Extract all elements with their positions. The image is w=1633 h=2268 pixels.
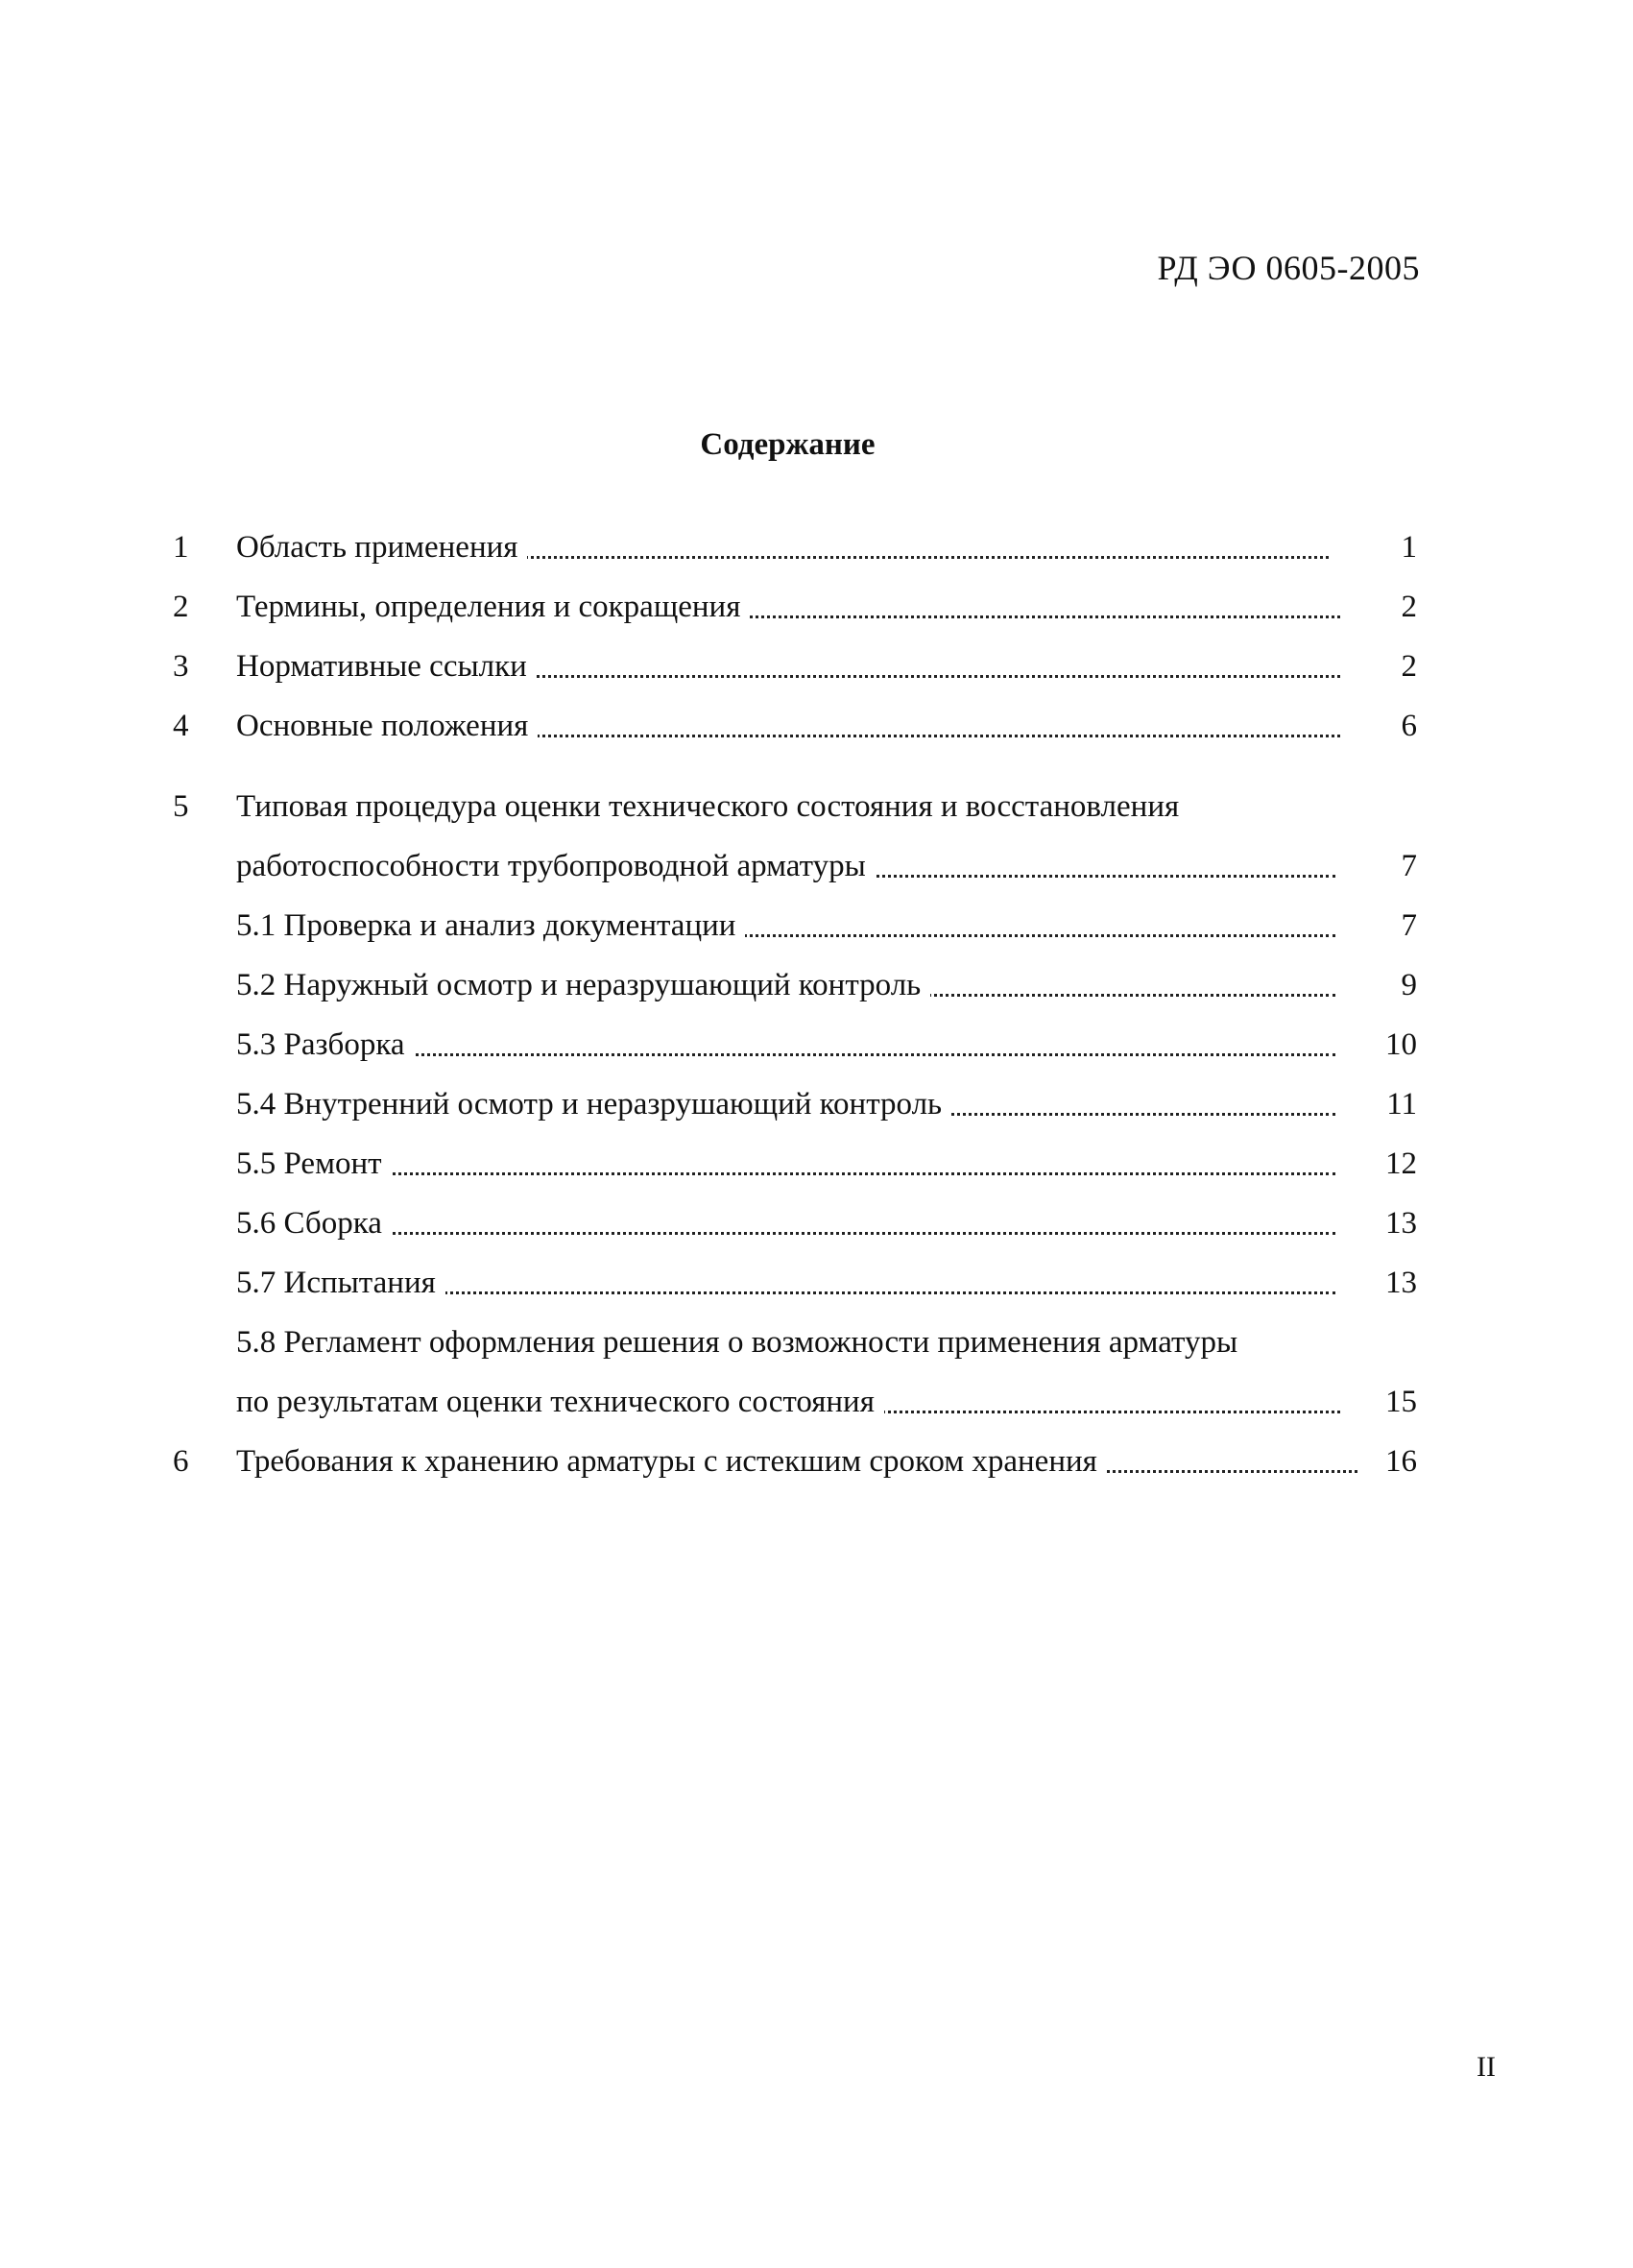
toc-subitem[interactable] bbox=[236, 1381, 1340, 1423]
toc-subitem-page: 15 bbox=[1385, 1385, 1417, 1419]
toc-subitem-text: по результатам оценки технического состояния bbox=[236, 1385, 884, 1419]
toc-item-page: 2 bbox=[1401, 649, 1417, 684]
toc-subitem-page: 10 bbox=[1385, 1027, 1417, 1062]
toc-item-page: 6 bbox=[1401, 709, 1417, 743]
document-code: РД ЭО 0605-2005 bbox=[1157, 249, 1420, 287]
toc-item-number: 3 bbox=[173, 649, 189, 684]
toc-subitem[interactable] bbox=[236, 1202, 1335, 1244]
toc-subitem[interactable] bbox=[236, 1262, 1335, 1304]
toc-item-text: Основные положения bbox=[236, 709, 538, 743]
toc-subitem[interactable] bbox=[236, 964, 1335, 1006]
toc-item[interactable] bbox=[236, 1440, 1357, 1483]
toc-item-page: 7 bbox=[1401, 849, 1417, 883]
toc-item-number: 4 bbox=[173, 709, 189, 743]
toc-item-text-line1: Типовая процедура оценки технического состояния и восстановления bbox=[236, 789, 1180, 824]
toc-title: Содержание bbox=[700, 427, 876, 462]
toc-subitem[interactable] bbox=[236, 1083, 1335, 1125]
toc-item-text: Требования к хранению арматуры с истекшим сроком хранения bbox=[236, 1444, 1107, 1479]
toc-subitem[interactable] bbox=[236, 905, 1335, 947]
toc-item-number: 6 bbox=[173, 1444, 189, 1479]
toc-subitem-page: 11 bbox=[1386, 1087, 1417, 1122]
toc-item-text: Термины, определения и сокращения bbox=[236, 590, 750, 624]
page-number: II bbox=[1477, 2051, 1496, 2083]
toc-item[interactable] bbox=[236, 645, 1340, 688]
toc-subitem-text-line1: 5.8 Регламент оформления решения о возможности применения арматуры bbox=[236, 1325, 1238, 1360]
toc-subitem-text: 5.5 Ремонт bbox=[236, 1146, 392, 1181]
toc-item-text: Область применения bbox=[236, 530, 527, 565]
toc-item-text: Нормативные ссылки bbox=[236, 649, 537, 684]
toc-subitem-text: 5.3 Разборка bbox=[236, 1027, 415, 1062]
toc-item[interactable] bbox=[236, 705, 1340, 747]
toc-item-page: 16 bbox=[1385, 1444, 1417, 1479]
toc-item[interactable] bbox=[236, 526, 1329, 568]
toc-subitem-text: 5.4 Внутренний осмотр и неразрушающий контроль bbox=[236, 1087, 951, 1122]
toc-subitem-text: 5.1 Проверка и анализ документации bbox=[236, 908, 745, 943]
toc-subitem-text: 5.2 Наружный осмотр и неразрушающий контроль bbox=[236, 968, 930, 1002]
toc-item-text: работоспособности трубопроводной арматуры bbox=[236, 849, 876, 883]
toc-subitem-text: 5.6 Сборка bbox=[236, 1206, 392, 1241]
toc-subitem-page: 12 bbox=[1385, 1146, 1417, 1181]
dot-leader bbox=[236, 1232, 1335, 1235]
toc-item[interactable] bbox=[236, 586, 1340, 628]
toc-subitem-page: 13 bbox=[1385, 1266, 1417, 1300]
toc-subitem-page: 7 bbox=[1401, 908, 1417, 943]
toc-subitem-text: 5.7 Испытания bbox=[236, 1266, 445, 1300]
toc-subitem[interactable] bbox=[236, 1143, 1335, 1185]
toc-item-number: 2 bbox=[173, 590, 189, 624]
toc-item-number: 1 bbox=[173, 530, 189, 565]
toc-subitem-page: 13 bbox=[1385, 1206, 1417, 1241]
toc-subitem-page: 9 bbox=[1401, 968, 1417, 1002]
toc-item-number: 5 bbox=[173, 789, 189, 824]
toc-item-page: 1 bbox=[1401, 530, 1417, 565]
dot-leader bbox=[236, 1172, 1335, 1175]
toc-item-page: 2 bbox=[1401, 590, 1417, 624]
toc-item[interactable] bbox=[236, 845, 1335, 887]
toc-subitem[interactable] bbox=[236, 1024, 1335, 1066]
